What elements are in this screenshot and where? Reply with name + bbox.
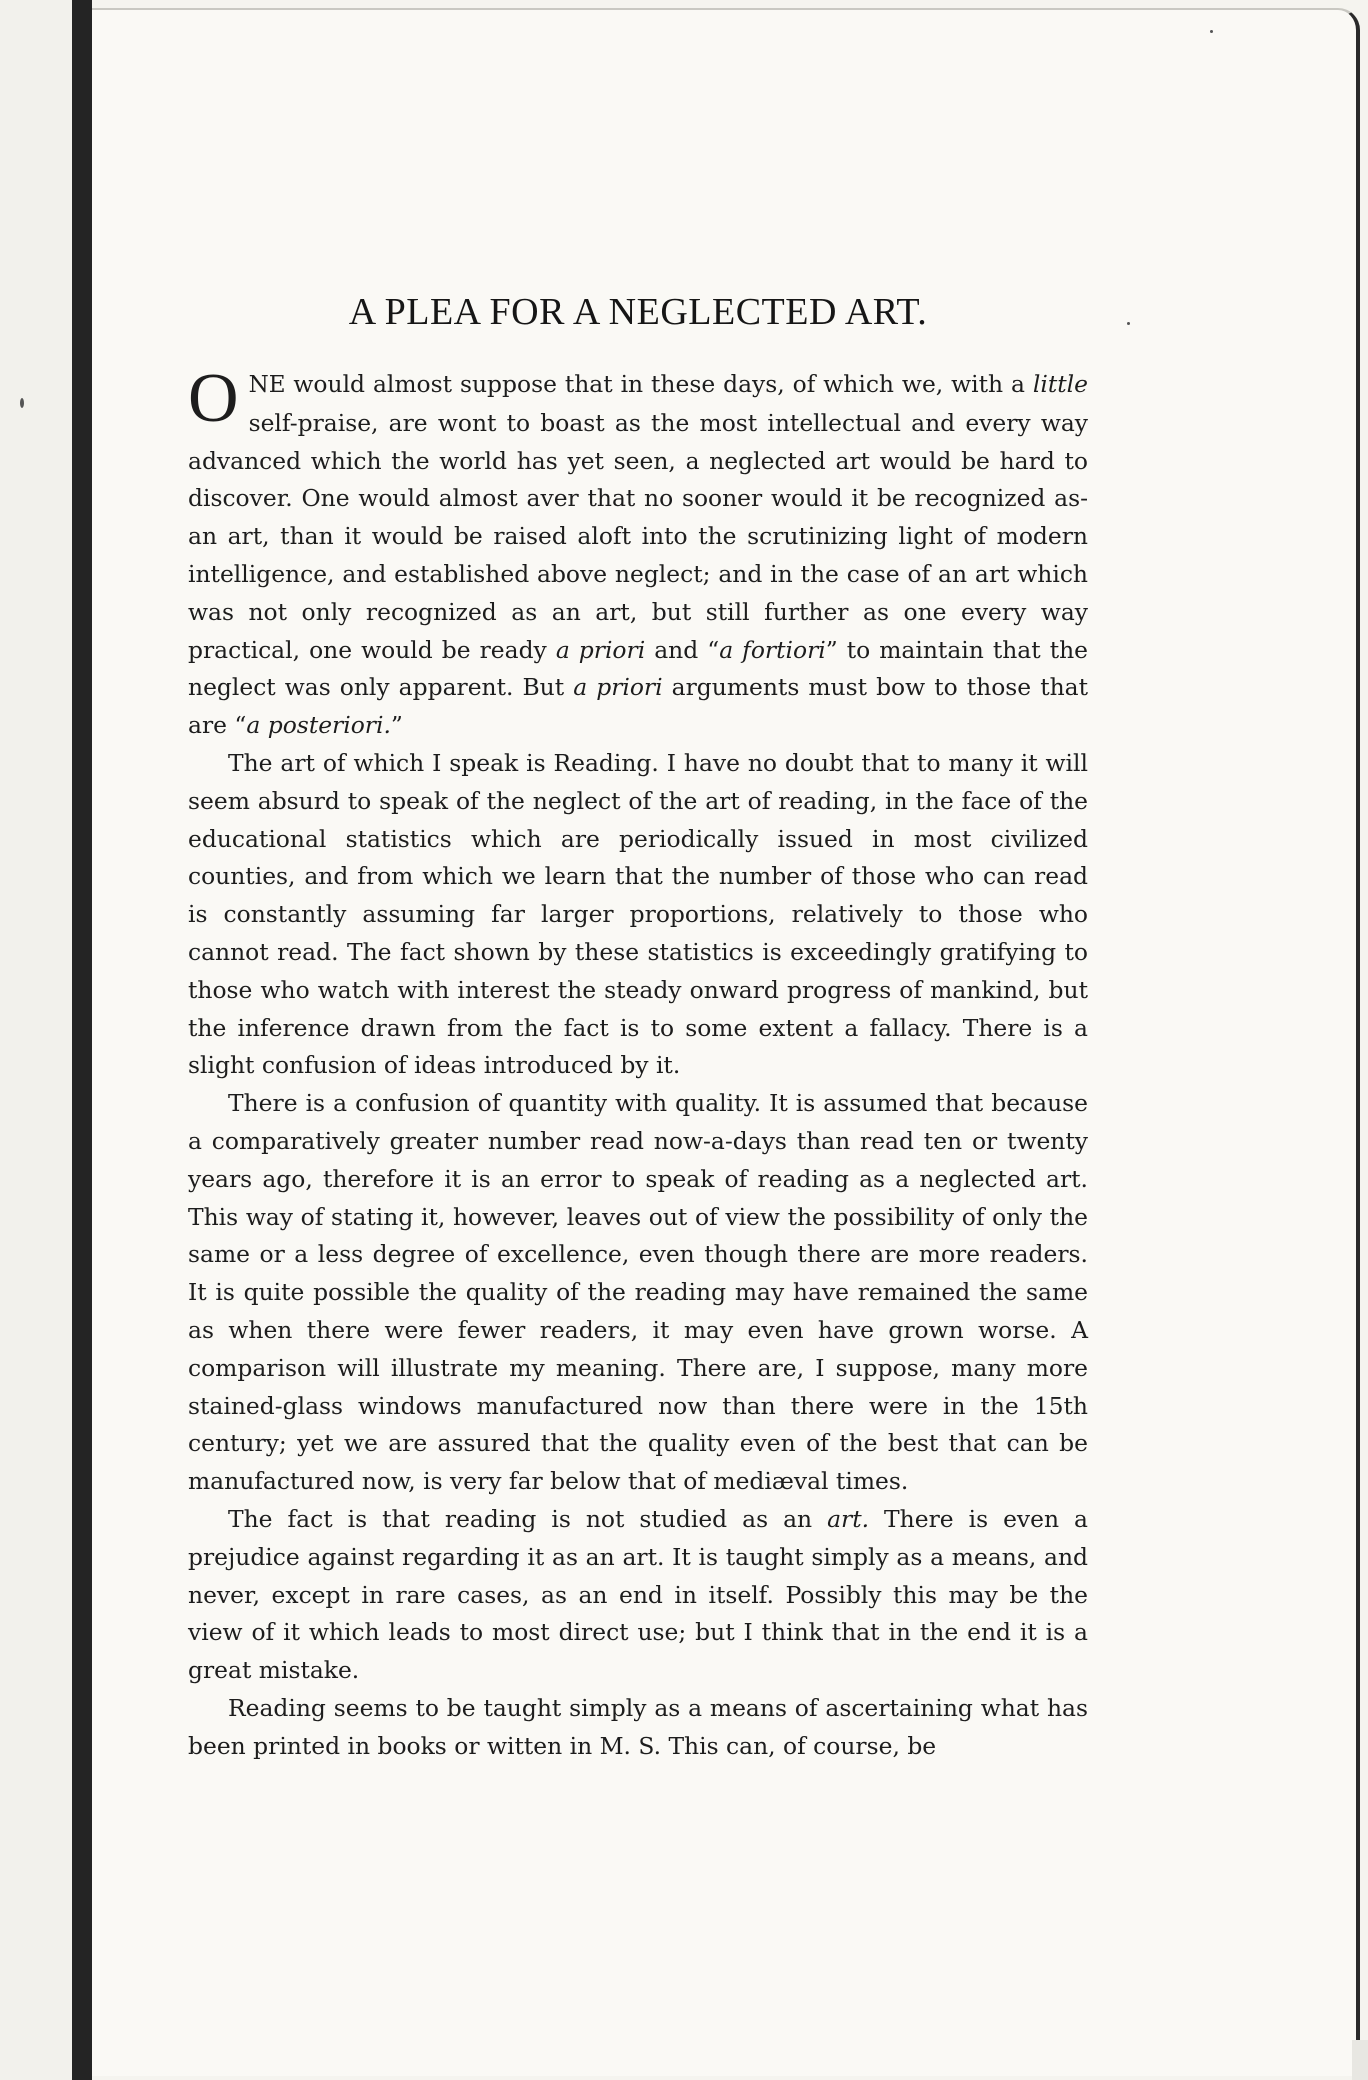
- paragraph: [188, 1085, 1088, 1501]
- scan-speck: [20, 398, 24, 408]
- italic-text: art.: [827, 1504, 870, 1533]
- paragraph: [188, 360, 1089, 745]
- text-run: The fact is that reading is not studied as an: [228, 1504, 828, 1533]
- italic-text: a fortiori: [719, 635, 826, 664]
- drop-cap: O: [188, 360, 239, 437]
- italic-text: a posteriori.: [246, 711, 391, 740]
- paragraph: [188, 745, 1088, 1085]
- page-edge: [1352, 2040, 1368, 2080]
- text-run: arguments must bow to those that are “: [188, 673, 1089, 740]
- text-run: ” to maintain that the neglect was only apparent. But: [188, 635, 1088, 702]
- article-title: A PLEA FOR A NEGLECTED ART.: [348, 291, 928, 333]
- paragraph: [188, 1501, 1088, 1690]
- binding-shadow: [72, 0, 92, 2080]
- text-run: would almost suppose that in these days, of which we, with a: [285, 370, 1033, 398]
- article-body: [188, 360, 1089, 1765]
- italic-text: a priori: [555, 635, 646, 664]
- text-run: There is even a prejudice against regarding it as an art. It is taught simply as a means, and never, except in rare cases, as an end in itself. Possibly this may be the view of it which leads to most direct use; but I think that in the end it is a great mistake.: [188, 1504, 1088, 1685]
- text-run: ”: [390, 711, 403, 740]
- italic-text: a priori: [573, 673, 663, 702]
- lead-in-text: NE: [248, 372, 286, 398]
- page-content: [188, 290, 1088, 1765]
- scan-speck: [1210, 30, 1213, 33]
- text-run: and “: [645, 635, 720, 664]
- scan-speck: [1127, 322, 1130, 325]
- left-margin: [0, 0, 72, 2080]
- text-run: self-praise, are wont to boast as the most intellectual and every way advanced which the world has yet seen, a neglected art would be hard to discover. One would almost aver that no sooner would it be recognized as-an art, than it would be raised aloft into the scrutinizing light of modern intelligence, and established above neglect; and in the case of an art which was not only recognized as an art, but still further as one every way practical, one would be ready: [188, 408, 1088, 664]
- text-run: The art of which I speak is Reading. I have no doubt that to many it will seem absurd to speak of the neglect of the art of reading, in the face of the educational statistics which are periodically issued in most civilized counties, and from which we learn that the number of those who can read is constantly assuming far larger proportions, relatively to those who cannot read. The fact shown by these statistics is exceedingly gratifying to those who watch with interest the steady onward progress of mankind, but the inference drawn from the fact is to some extent a fallacy. There is a slight confusion of ideas introduced by it.: [188, 748, 1088, 1080]
- paragraph: [188, 1690, 1088, 1766]
- text-run: Reading seems to be taught simply as a means of ascertaining what has been printed in books or witten in M. S. This can, of course, be: [188, 1693, 1088, 1760]
- text-run: There is a confusion of quantity with quality. It is assumed that because a comparatively greater number read now-a-days than read ten or twenty years ago, therefore it is an error to speak of reading as a neglected art. This way of stating it, however, leaves out of view the possibility of only the same or a less degree of excellence, even though there are more readers. It is quite possible the quality of the reading may have remained the same as when there were fewer readers, it may even have grown worse. A comparison will illustrate my meaning. There are, I suppose, many more stained-glass windows manufactured now than there were in the 15th century; yet we are assured that the quality even of the best that can be manufactured now, is very far below that of mediæval times.: [188, 1089, 1088, 1496]
- italic-text: little: [1032, 370, 1088, 398]
